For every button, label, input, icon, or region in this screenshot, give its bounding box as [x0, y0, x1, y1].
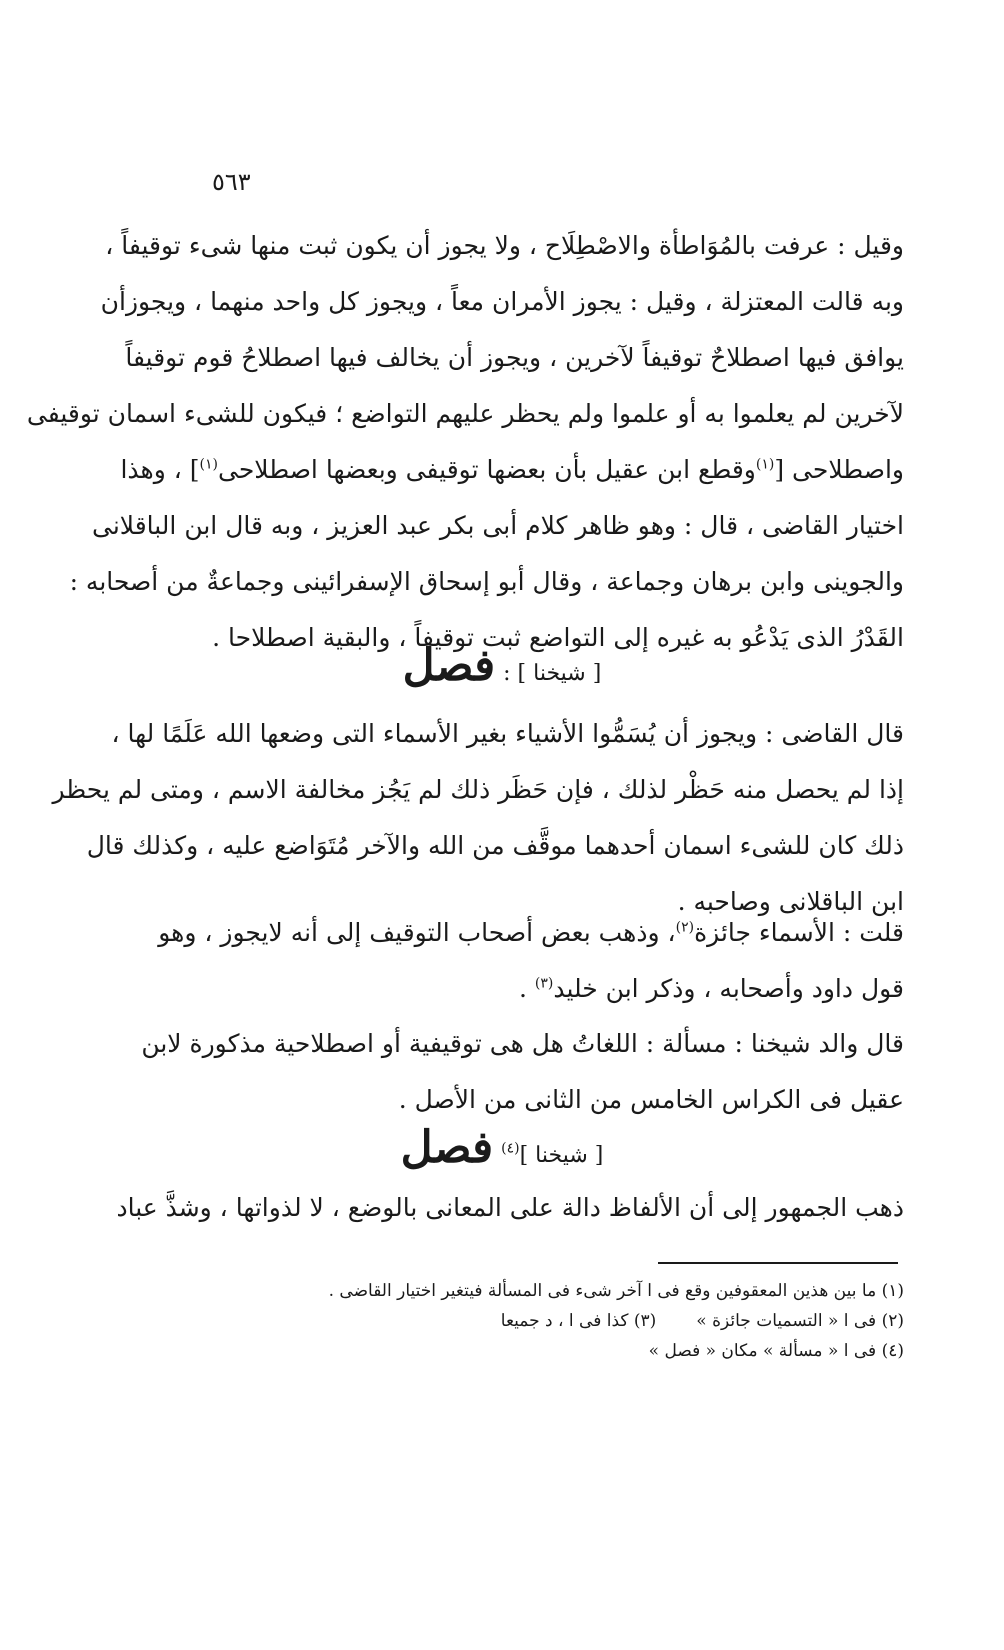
text-line: يوافق فيها اصطلاحٌ توقيفاً لآخرين ، ويجوز أن يخالف فيها اصطلاحُ قوم توقيفاً [125, 343, 904, 372]
text-line: قال القاضى : ويجوز أن يُسَمُّوا الأشياء بغير الأسماء التى وضعها الله عَلَمًا لها ، [111, 719, 904, 748]
footnote-marker-1a: (١) [755, 456, 775, 473]
footnote-marker-3: (٣) [534, 975, 554, 992]
text-segment: واصطلاحى [ [774, 455, 904, 484]
heading-fasl: فصل [400, 1122, 494, 1173]
footnote-row [224, 1306, 904, 1336]
text-line: قال والد شيخنا : مسألة : اللغاتُ هل هى توقيفية أو اصطلاحية مذكورة لابن [141, 1029, 904, 1058]
text-line: ذهب الجمهور إلى أن الألفاظ دالة على المعانى بالوضع ، لا لذواتها ، وشذَّ عباد [116, 1193, 904, 1222]
paragraph-2 [52, 706, 904, 930]
text-line: إذا لم يحصل منه حَظْر لذلك ، فإن حَظَر ذلك لم يَجُز مخالفة الاسم ، ومتى لم يحظر [52, 775, 904, 804]
text-line: والجوينى وابن برهان وجماعة ، وقال أبو إسحاق الإسفرائينى وجماعةٌ من أصحابه : [69, 567, 904, 596]
text-line [174, 961, 904, 1017]
text-segment: . [518, 974, 527, 1003]
section-heading-1 [0, 640, 1004, 691]
paragraph-5 [116, 1180, 904, 1236]
text-segment: قول داود وأصحابه ، وذكر ابن خليد [553, 974, 904, 1003]
text-line: اختيار القاضى ، قال : وهو ظاهر كلام أبى بكر عبد العزيز ، وبه قال ابن الباقلانى [91, 511, 904, 540]
text-line: ابن الباقلانى وصاحبه . [677, 887, 904, 916]
text-line: وبه قالت المعتزلة ، وقيل : يجوز الأمران معاً ، ويجوز كل واحد منهما ، ويجوزأن [100, 287, 904, 316]
footnote-4: (٤) فى ا « مسألة » مكان « فصل » [648, 1341, 904, 1361]
footnote-divider [658, 1262, 898, 1264]
text-line: القَدْرُ الذى يَدْعُو به غيره إلى التواضع ثبت توقيفاً ، والبقية اصطلاحا . [212, 623, 904, 652]
paragraph-1 [26, 218, 904, 666]
text-line: عقيل فى الكراس الخامس من الثانى من الأصل . [398, 1085, 904, 1114]
text-segment: وقطع ابن عقيل بأن بعضها توقيفى وبعضها اصطلاحى [217, 455, 756, 484]
footnote-1: (١) ما بين هذين المعقوفين وقع فى ا آخر شىء فى المسألة فيتغير اختيار القاضى . [328, 1281, 904, 1301]
footnotes [224, 1276, 904, 1366]
text-line: لآخرين لم يعلموا به أو علموا ولم يحظر عليهم التواضع ؛ فيكون للشىء اسمان توقيفى [26, 399, 904, 428]
heading-attribution: [ شيخنا ] : [503, 661, 602, 686]
paragraph-4 [141, 1016, 904, 1128]
page-number: ٥٦٣ [212, 168, 251, 196]
heading-fasl: فصل [402, 640, 496, 691]
section-heading-2 [0, 1122, 1004, 1173]
footnote-3: (٣) كذا فى ا ، د جميعا [500, 1311, 657, 1331]
footnote-marker-4: (٤) [501, 1140, 520, 1157]
text-line: وقيل : عرفت بالمُوَاطأة والاصْطِلَاح ، ولا يجوز أن يكون ثبت منها شىء توقيفاً ، [105, 231, 904, 260]
footnote-marker-2: (٢) [675, 919, 695, 936]
paragraph-3 [158, 905, 904, 1017]
text-segment: ، وذهب بعض أصحاب التوقيف إلى أنه لايجوز ، وهو [158, 918, 676, 947]
text-segment: قلت : الأسماء جائزة [694, 918, 904, 947]
footnote-marker-1b: (١) [199, 456, 218, 473]
footnote-2: (٢) فى ا « التسميات جائزة » [696, 1311, 904, 1331]
text-line: ذلك كان للشىء اسمان أحدهما موقَّف من الله والآخر مُتَوَاضع عليه ، وكذلك قال [86, 831, 904, 860]
heading-attribution: [ شيخنا ] [519, 1143, 604, 1168]
text-line [120, 442, 904, 498]
text-line [158, 905, 904, 961]
text-segment: ] ، وهذا [120, 455, 200, 484]
